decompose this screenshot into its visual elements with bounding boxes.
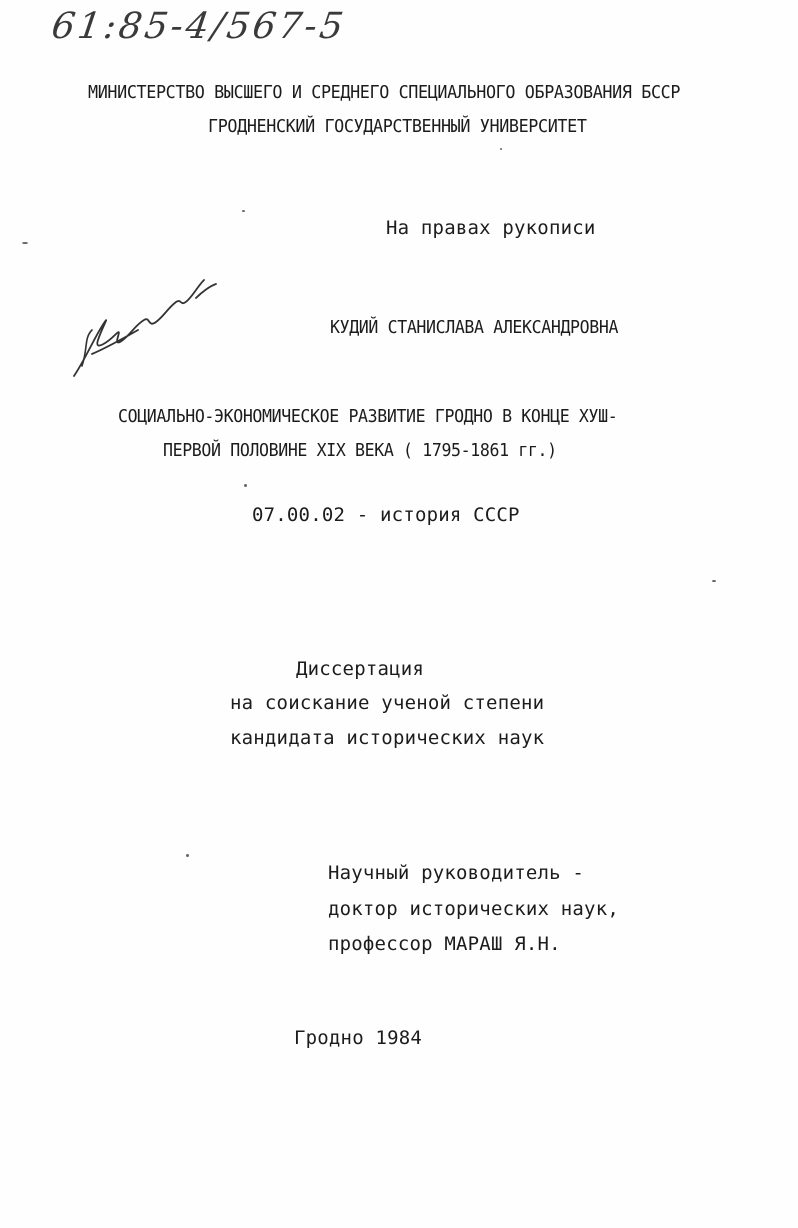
- scan-speck: [22, 242, 28, 244]
- signature: [64, 268, 224, 383]
- scan-speck: [186, 854, 189, 857]
- degree-field-line: кандидата исторических наук: [230, 727, 545, 749]
- ministry-heading: МИНИСТЕРСТВО ВЫСШЕГО И СРЕДНЕГО СПЕЦИАЛЬНОГО ОБРАЗОВАНИЯ БССР: [88, 82, 681, 103]
- scan-speck: [242, 210, 245, 212]
- dissertation-title-line-1: СОЦИАЛЬНО-ЭКОНОМИЧЕСКОЕ РАЗВИТИЕ ГРОДНО В КОНЦЕ ХУШ-: [118, 406, 618, 427]
- author-name: КУДИЙ СТАНИСЛАВА АЛЕКСАНДРОВНА: [330, 317, 619, 338]
- scan-speck: [712, 580, 716, 582]
- supervisor-name: профессор МАРАШ Я.Н.: [328, 933, 561, 955]
- scan-speck: [500, 148, 502, 150]
- supervisor-degree: доктор исторических наук,: [328, 898, 619, 920]
- manuscript-note: На правах рукописи: [386, 217, 596, 239]
- archive-number: 61:85-4/567-5: [49, 6, 349, 47]
- dissertation-label: Диссертация: [296, 658, 425, 680]
- degree-line: на соискание ученой степени: [230, 692, 545, 714]
- place-and-year: Гродно 1984: [294, 1027, 423, 1049]
- specialty-code: 07.00.02 - история СССР: [252, 504, 520, 526]
- dissertation-title-line-2: ПЕРВОЙ ПОЛОВИНЕ XIX ВЕКА ( 1795-1861 гг.): [163, 440, 557, 461]
- university-heading: ГРОДНЕНСКИЙ ГОСУДАРСТВЕННЫЙ УНИВЕРСИТЕТ: [208, 116, 587, 137]
- scan-speck: [244, 484, 247, 487]
- supervisor-label: Научный руководитель -: [328, 862, 585, 884]
